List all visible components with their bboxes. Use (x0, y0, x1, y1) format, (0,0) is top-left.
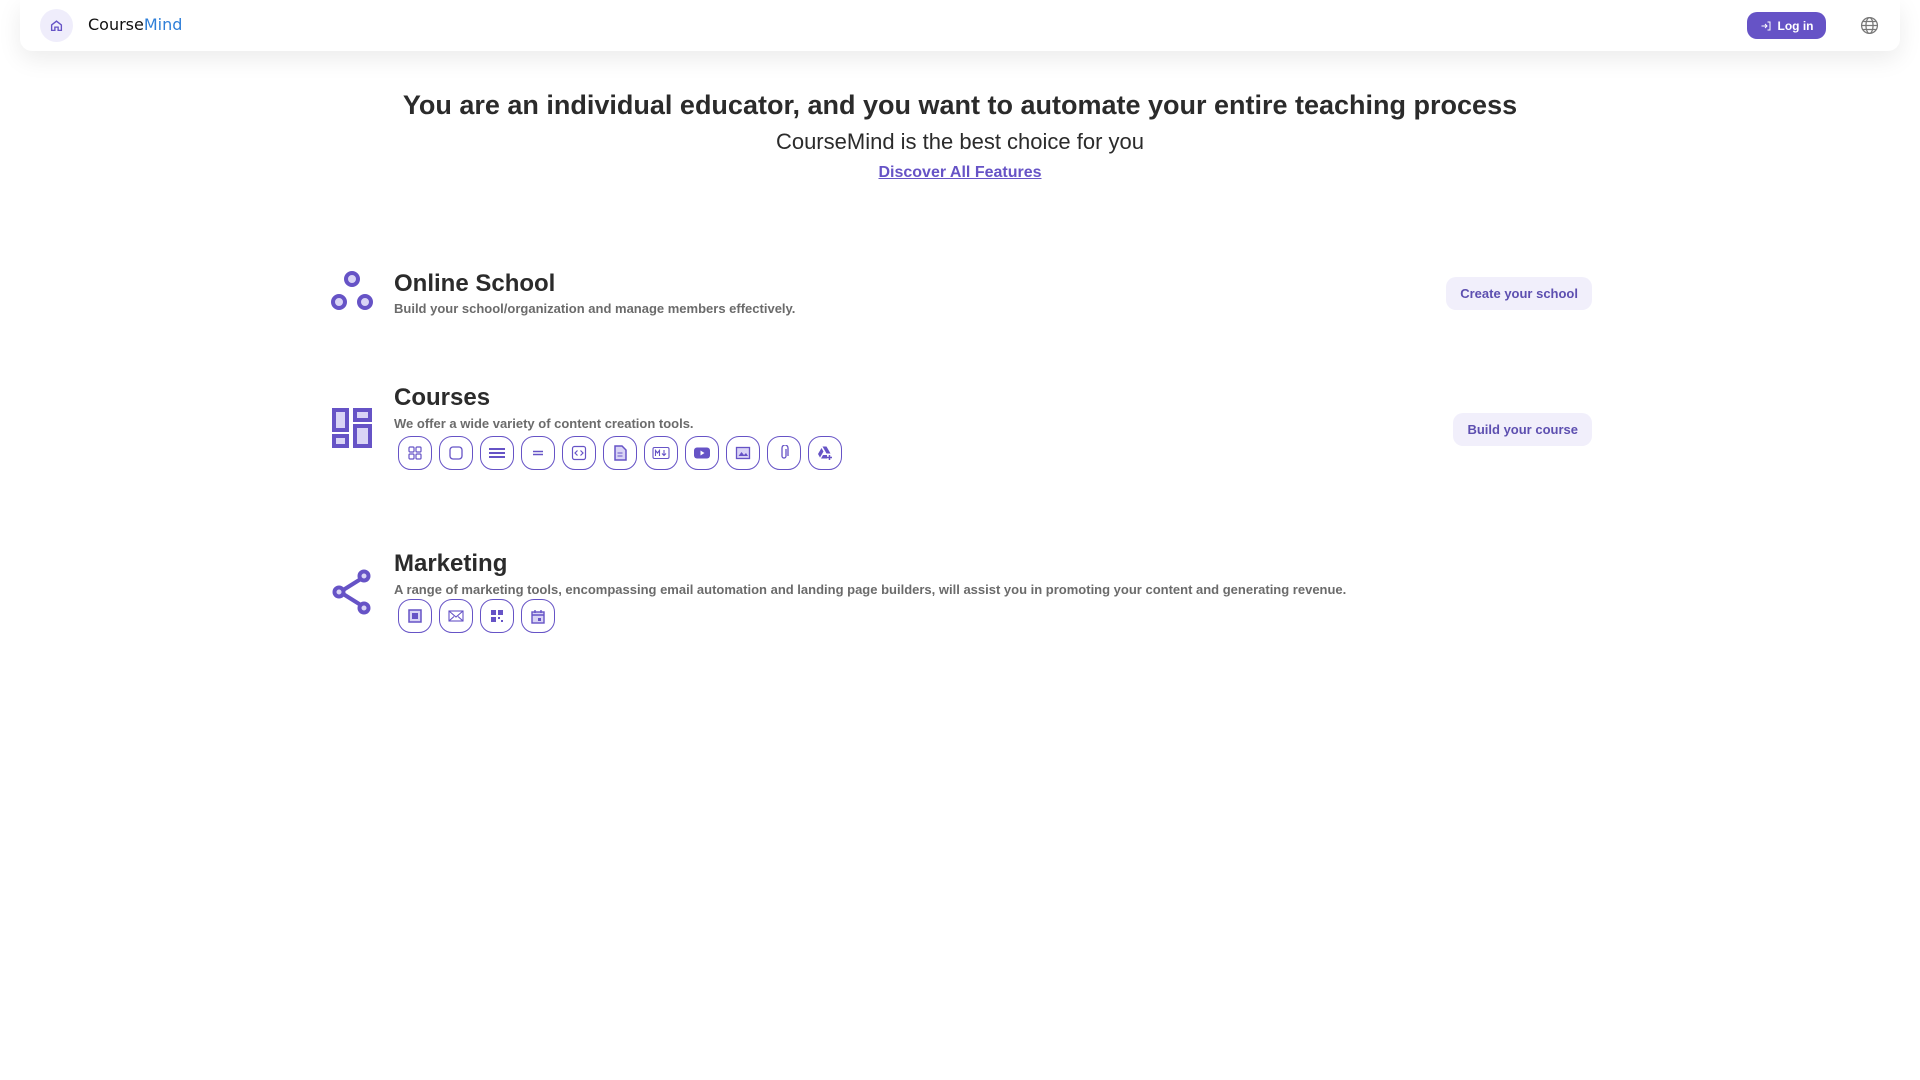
home-icon (50, 19, 63, 32)
tool-google-drive[interactable] (808, 436, 842, 470)
logo-text-accent: Mind (143, 15, 183, 34)
tool-calendar[interactable] (521, 599, 555, 633)
section-marketing (330, 550, 1592, 640)
logo-text: Course (88, 15, 144, 34)
calendar-icon (531, 609, 545, 624)
build-course-button[interactable]: Build your course (1453, 413, 1592, 446)
tool-email[interactable] (439, 599, 473, 633)
home-button[interactable] (40, 9, 73, 42)
divider-icon (531, 445, 545, 461)
section-description: A range of marketing tools, encompassing email automation and landing page builders, will assist you in promoting your content and generating revenue. (394, 582, 1347, 597)
section-description: Build your school/organization and manage members effectively. (394, 301, 796, 316)
create-school-button[interactable]: Create your school (1446, 277, 1592, 310)
lines-icon (488, 445, 506, 461)
tool-document[interactable] (603, 436, 637, 470)
code-icon (571, 445, 587, 461)
language-globe-icon[interactable] (1860, 16, 1879, 35)
document-icon (613, 445, 627, 461)
tool-grid[interactable] (398, 436, 432, 470)
square-icon (448, 445, 464, 461)
section-title: Courses (394, 384, 491, 411)
section-title: Marketing (394, 550, 508, 577)
tool-code[interactable] (562, 436, 596, 470)
discover-features-link[interactable]: Discover All Features (878, 164, 1042, 181)
image-icon (735, 446, 751, 460)
login-button[interactable] (1747, 12, 1826, 39)
tool-qr-code[interactable] (480, 599, 514, 633)
landing-page-icon (408, 609, 422, 623)
share-icon (330, 568, 374, 616)
marketing-tools-list (398, 599, 555, 633)
login-icon (1760, 20, 1772, 32)
tool-box[interactable] (439, 436, 473, 470)
hero-subtitle: CourseMind is the best choice for you (775, 129, 1145, 154)
section-title: Online School (394, 270, 556, 297)
tool-image[interactable] (726, 436, 760, 470)
email-icon (448, 610, 464, 622)
login-label: Log in (1777, 18, 1814, 33)
tool-attachment[interactable] (767, 436, 801, 470)
top-navbar (20, 0, 1900, 51)
tool-divider[interactable] (521, 436, 555, 470)
online-school-icon (330, 270, 374, 312)
qr-code-icon (490, 609, 504, 623)
grid-icon (407, 445, 423, 461)
section-courses (330, 384, 1592, 474)
hero-title: You are an individual educator, and you want to automate your entire teaching process (402, 90, 1518, 120)
tool-youtube[interactable] (685, 436, 719, 470)
logo[interactable] (88, 15, 182, 34)
section-description: We offer a wide variety of content creation tools. (394, 416, 694, 431)
tool-lines[interactable] (480, 436, 514, 470)
markdown-icon (652, 446, 670, 460)
tool-landing-page[interactable] (398, 599, 432, 633)
content-tools-list (398, 436, 842, 470)
section-online-school (330, 270, 1592, 320)
google-drive-icon (817, 445, 833, 461)
tool-markdown[interactable] (644, 436, 678, 470)
youtube-icon (693, 446, 711, 460)
courses-dashboard-icon (330, 406, 374, 450)
paperclip-icon (778, 445, 790, 461)
